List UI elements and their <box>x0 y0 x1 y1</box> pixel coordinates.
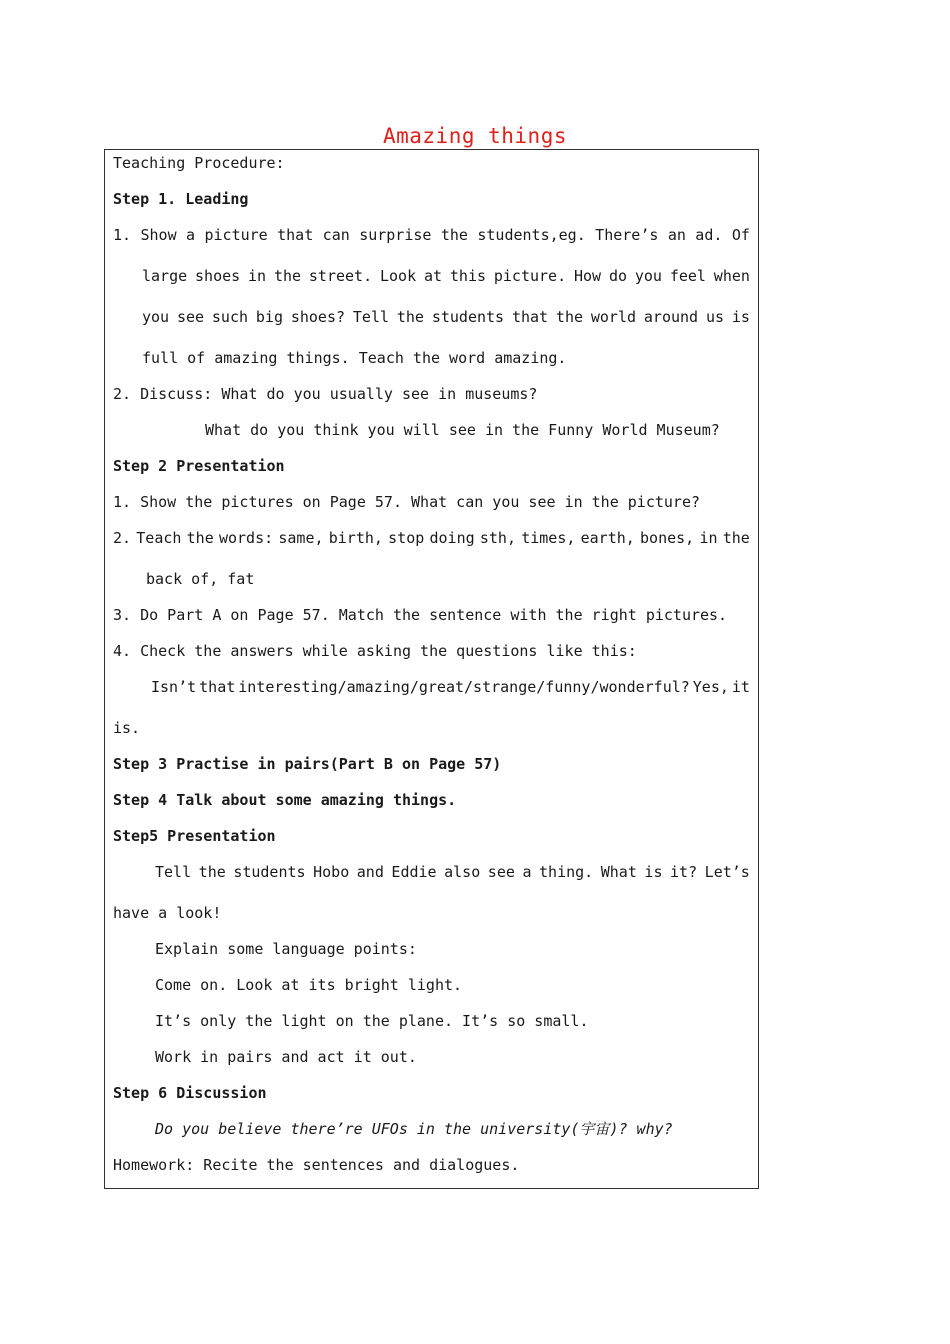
word: Of <box>731 226 750 244</box>
word: Yes, <box>692 678 729 696</box>
step1-item2-line1: 2. Discuss: What do you usually see in museums? <box>113 385 538 403</box>
word: 2. <box>113 529 132 547</box>
homework-line: Homework: Recite the sentences and dialogues. <box>113 1156 520 1174</box>
step5-line6: Work in pairs and act it out. <box>155 1048 417 1066</box>
word: Let’s <box>704 863 750 881</box>
word: There’s <box>595 226 659 244</box>
word: that <box>511 308 549 326</box>
word: What <box>600 863 637 881</box>
word: do <box>608 267 627 285</box>
word: Eddie <box>391 863 437 881</box>
step1-item1-line4: full of amazing things. Teach the word amazing. <box>142 349 567 367</box>
word: large <box>142 267 188 285</box>
step2-item4-line3: is. <box>113 719 141 737</box>
word: the <box>555 308 584 326</box>
step3-heading: Step 3 Practise in pairs(Part B on Page 57) <box>113 755 502 773</box>
word: can <box>322 226 350 244</box>
word: students <box>233 863 306 881</box>
word: it <box>731 678 750 696</box>
word: same, <box>278 529 324 547</box>
word: Isn’t <box>151 678 197 696</box>
word: see <box>176 308 205 326</box>
word: stop <box>388 529 425 547</box>
word: world <box>590 308 637 326</box>
step2-item4-line2 <box>151 677 750 697</box>
word: you <box>634 267 662 285</box>
word: Look <box>379 267 417 285</box>
step6-heading: Step 6 Discussion <box>113 1084 267 1102</box>
step2-item2-line2: back of, fat <box>146 570 255 588</box>
word: picture. <box>493 267 567 285</box>
word: a <box>186 226 196 244</box>
word: such <box>211 308 249 326</box>
step2-item2-line1 <box>113 528 750 548</box>
word: a <box>522 863 532 881</box>
word: is <box>644 863 663 881</box>
word: earth, <box>580 529 635 547</box>
step2-item1: 1. Show the pictures on Page 57. What can you see in the picture? <box>113 493 700 511</box>
word: the <box>198 863 226 881</box>
word: students,eg. <box>477 226 586 244</box>
word: Tell <box>155 863 192 881</box>
word: street. <box>308 267 373 285</box>
word: shoes? <box>290 308 346 326</box>
document-title: Amazing things <box>382 124 567 148</box>
word: big <box>255 308 283 326</box>
word: in <box>248 267 267 285</box>
step2-item4-line1: 4. Check the answers while asking the questions like this: <box>113 642 637 660</box>
word: you <box>142 308 170 326</box>
word: picture <box>204 226 268 244</box>
word: interesting/amazing/great/strange/funny/wonderful? <box>238 678 690 696</box>
word: the <box>396 308 424 326</box>
word: that <box>277 226 314 244</box>
word: also <box>444 863 481 881</box>
step1-item2-line2: What do you think you will see in the Funny World Museum? <box>205 421 720 439</box>
word: sth, <box>479 529 516 547</box>
word: us <box>705 308 724 326</box>
word: surprise <box>359 226 432 244</box>
step5-line2: have a look! <box>113 904 222 922</box>
procedure-table <box>104 149 759 1189</box>
word: the <box>186 529 214 547</box>
word: see <box>487 863 515 881</box>
word: when <box>713 267 750 285</box>
word: Hobo <box>313 863 350 881</box>
word: in <box>699 529 718 547</box>
word: the <box>722 529 750 547</box>
step1-heading: Step 1. Leading <box>113 190 249 208</box>
word: that <box>199 678 236 696</box>
word: 1. <box>113 226 132 244</box>
word: times, <box>521 529 576 547</box>
word: is <box>731 308 750 326</box>
step1-item1-line1 <box>113 225 750 245</box>
procedure-heading: Teaching Procedure: <box>113 154 285 172</box>
word: birth, <box>328 529 383 547</box>
word: ad. <box>695 226 723 244</box>
word: words: <box>218 529 274 547</box>
step2-heading: Step 2 Presentation <box>113 457 285 475</box>
word: How <box>573 267 602 285</box>
word: and <box>356 863 384 881</box>
word: at <box>423 267 443 285</box>
word: bones, <box>640 529 695 547</box>
word: this <box>449 267 487 285</box>
step5-line3: Explain some language points: <box>155 940 417 958</box>
word: an <box>667 226 686 244</box>
word: around <box>643 308 699 326</box>
step5-line4: Come on. Look at its bright light. <box>155 976 463 994</box>
step6-question: Do you believe there’re UFOs in the university(宇宙)? why? <box>155 1120 673 1138</box>
step1-item1-line2 <box>142 266 750 286</box>
step5-line1 <box>155 862 750 882</box>
word: the <box>273 267 302 285</box>
word: it? <box>670 863 698 881</box>
word: feel <box>669 267 706 285</box>
step5-line5: It’s only the light on the plane. It’s so small. <box>155 1012 589 1030</box>
step5-heading: Step5 Presentation <box>113 827 276 845</box>
word: Show <box>140 226 177 244</box>
word: Tell <box>352 308 390 326</box>
step1-item1-line3 <box>142 307 750 327</box>
word: thing. <box>539 863 594 881</box>
word: the <box>440 226 468 244</box>
word: Teach <box>136 529 182 547</box>
word: doing <box>429 529 475 547</box>
word: shoes <box>195 267 241 285</box>
word: students <box>431 308 505 326</box>
step4-heading: Step 4 Talk about some amazing things. <box>113 791 457 809</box>
step2-item3: 3. Do Part A on Page 57. Match the sentence with the right pictures. <box>113 606 728 624</box>
